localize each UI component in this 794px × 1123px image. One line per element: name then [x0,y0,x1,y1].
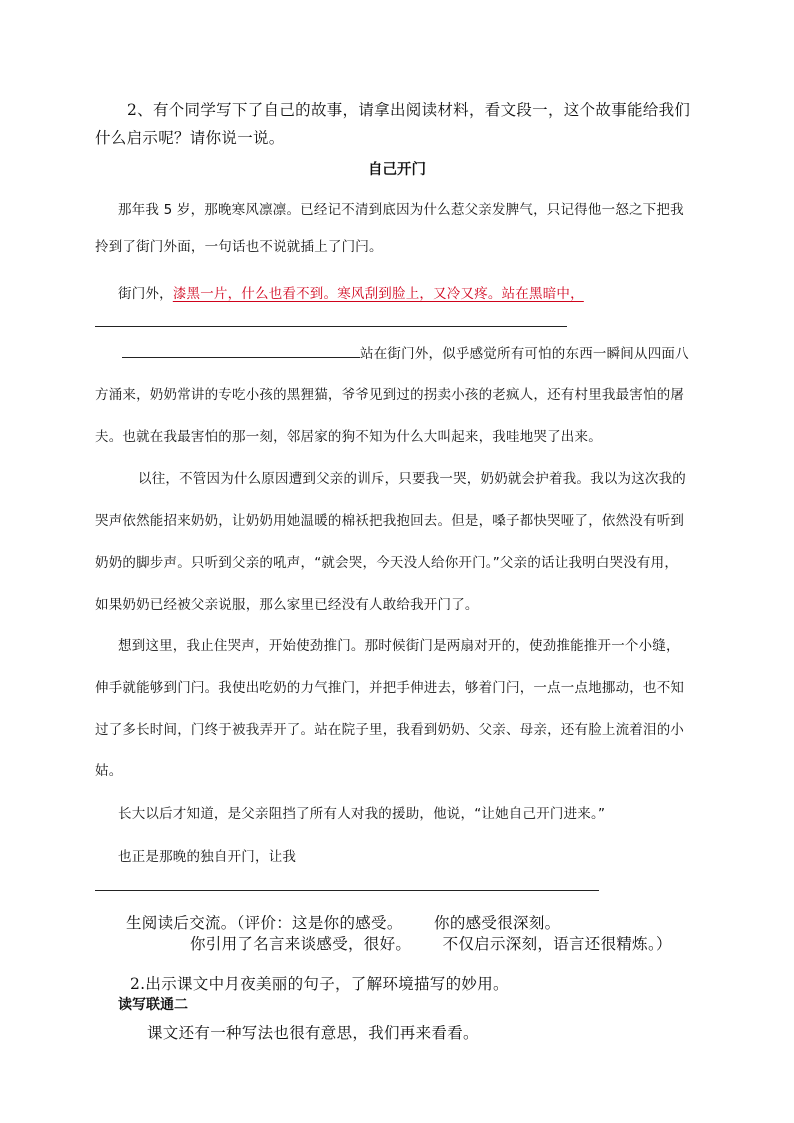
story-paragraph-5-line-2: 伸手就能够到门闩。我使出吃奶的力气推门，并把手伸进去，够着门闩，一点一点地挪动，也不知 [95,680,685,696]
story-paragraph-2 [118,276,584,313]
story-paragraph-4-line-1: 以往，不管因为什么原因遭到父亲的训斥，只要我一哭，奶奶就会护着我。我以为这次我的 [138,471,686,487]
discussion-line-1: 生阅读后交流。（评价：这是你的感受。 你的感受很深刻。 [126,914,561,932]
red-underlined-text: 漆黑一片，什么也看不到。寒风刮到脸上，又冷又疼。站在黑暗中， [172,286,584,302]
discussion-line-2: 你引用了名言来谈感受，很好。 不仅启示深刻，语言还很精炼。） [190,935,672,953]
story-paragraph-4-line-2: 哭声依然能招来奶奶，让奶奶用她温暖的棉袄把我抱回去。但是，嗓子都快哭哑了，依然没有听到 [95,513,685,529]
activity-item-2: 2.出示课文中月夜美丽的句子，了解环境描写的妙用。 [130,975,509,993]
story-title: 自己开门 [368,162,426,178]
story-paragraph-3-line-2: 方涌来，奶奶常讲的专吃小孩的黑狸猫，爷爷见到过的拐卖小孩的老疯人，还有村里我最害怕的屠 [95,387,685,403]
story-paragraph-5-line-3: 过了多长时间，门终于被我弄开了。站在院子里，我看到奶奶、父亲、母亲，还有脸上流着泪的小 [95,722,685,738]
story-paragraph-5-line-4: 姑。 [95,763,123,779]
answer-line-2 [95,890,599,891]
paragraph-3-line-1-text: 站在街门外，似乎感觉所有可怕的东西一瞬间从四面八 [360,346,689,362]
story-paragraph-4-line-3: 奶奶的脚步声。只听到父亲的吼声，“就会哭，今天没人给你开门。”父亲的话让我明白哭没有用， [95,555,679,571]
closing-line: 课文还有一种写法也很有意思，我们再来看看。 [147,1024,479,1042]
story-paragraph-1-line-1: 那年我 5 岁，那晚寒风凛凛。已经记不清到底因为什么惹父亲发脾气，只记得他一怒之下把我 [118,202,684,218]
fill-in-blank [122,342,360,358]
story-paragraph-3-line-3: 夫。也就在我最害怕的那一刻，邻居家的狗不知为什么大叫起来，我哇地哭了出来。 [95,429,602,445]
story-paragraph-5-line-1: 想到这里，我止住哭声，开始使劲推门。那时候街门是两扇对开的，使劲推能推开一个小缝， [118,638,680,654]
story-paragraph-3-line-1 [122,336,689,373]
paragraph-2-prefix: 街门外， [118,286,173,302]
story-paragraph-7: 也正是那晚的独自开门，让我 [118,849,297,865]
section-heading: 读写联通二 [118,997,188,1013]
question-2-line-1: 2、有个同学写下了自己的故事，请拿出阅读材料，看文段一，这个故事能给我们 [127,101,691,119]
question-2-line-2: 什么启示呢？请你说一说。 [95,129,285,147]
story-paragraph-4-line-4: 如果奶奶已经被父亲说服，那么家里已经没有人敢给我开门了。 [95,597,479,613]
story-paragraph-1-line-2: 拎到了街门外面，一句话也不说就插上了门闩。 [95,239,383,255]
story-paragraph-6: 长大以后才知道，是父亲阻挡了所有人对我的援助，他说，“让她自己开门进来。” [118,806,606,822]
answer-line-1 [95,326,567,327]
